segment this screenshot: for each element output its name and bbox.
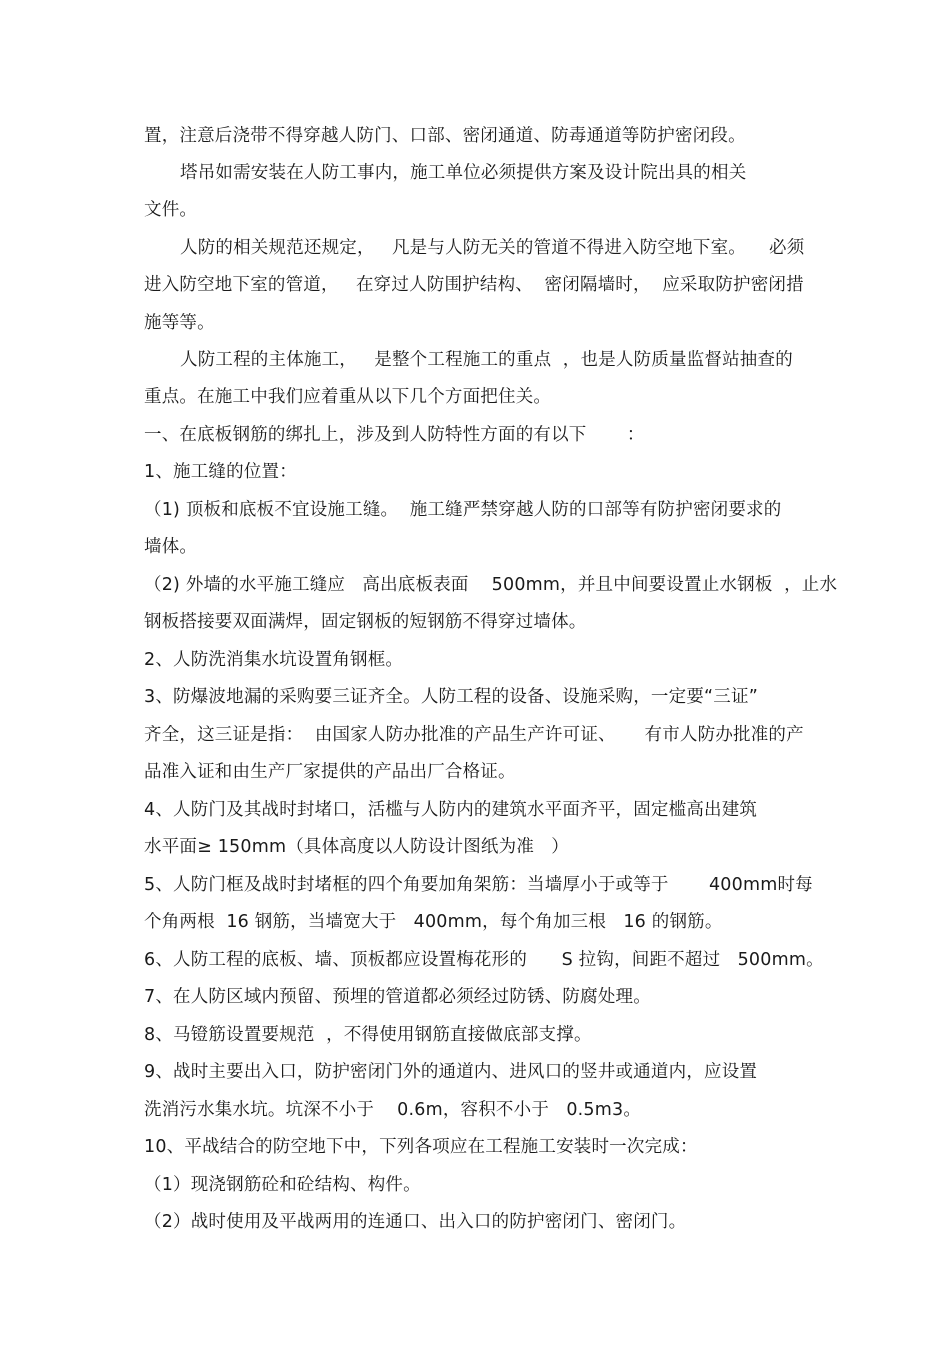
list-item: （2) 外墙的水平施工缝应 高出底板表面 500mm，并且中间要设置止水钢板 ，止水 [144,575,838,595]
text-line: 洗消污水集水坑。坑深不小于 0.6m，容积不小于 0.5m3。 [144,1100,642,1120]
text-line: 施等等。 [144,313,215,333]
text-line: 塔吊如需安装在人防工事内，施工单位必须提供方案及设计院出具的相关 [180,163,747,183]
text-line: 人防的相关规范还规定， 凡是与人防无关的管道不得进入防空地下室。 必须 [180,238,805,258]
text-line: 水平面≥ 150mm（具体高度以人防设计图纸为准 ） [144,837,570,857]
list-item: 9、战时主要出入口，防护密闭门外的通道内、进风口的竖井或通道内，应设置 [144,1062,758,1082]
text-line: 文件。 [144,200,198,220]
text-line: 人防工程的主体施工， 是整个工程施工的重点 ，也是人防质量监督站抽查的 [180,350,793,370]
text-line: 钢板搭接要双面满焊，固定钢板的短钢筋不得穿过墙体。 [144,612,587,632]
list-item: 1、施工缝的位置： [144,462,297,482]
list-item: 7、在人防区域内预留、预埋的管道都必须经过防锈、防腐处理。 [144,987,651,1007]
text-line: 进入防空地下室的管道， 在穿过人防围护结构、 密闭隔墙时， 应采取防护密闭措 [144,275,804,295]
text-line: 齐全，这三证是指： 由国家人防办批准的产品生产许可证、 有市人防办批准的产 [144,725,804,745]
text-line: 置，注意后浇带不得穿越人防门、口部、密闭通道、防毒通道等防护密闭段。 [144,126,746,146]
list-item: 5、人防门框及战时封堵框的四个角要加角架筋：当墙厚小于或等于 400mm时每 [144,875,813,895]
list-item: 8、马镫筋设置要规范 ，不得使用钢筋直接做底部支撑。 [144,1025,592,1045]
section-heading: 一、在底板钢筋的绑扎上，涉及到人防特性方面的有以下 ： [144,425,645,445]
list-item: 4、人防门及其战时封堵口，活槛与人防内的建筑水平面齐平，固定槛高出建筑 [144,800,758,820]
list-item: 10、平战结合的防空地下中，下列各项应在工程施工安装时一次完成： [144,1137,698,1157]
text-line: 品准入证和由生产厂家提供的产品出厂合格证。 [144,762,516,782]
list-item: （2）战时使用及平战两用的连通口、出入口的防护密闭门、密闭门。 [144,1212,687,1232]
list-item: 6、人防工程的底板、墙、顶板都应设置梅花形的 S 拉钩，间距不超过 500mm。 [144,950,824,970]
list-item: 3、防爆波地漏的采购要三证齐全。人防工程的设备、设施采购，一定要“三证” [144,687,758,707]
list-item: （1) 顶板和底板不宜设施工缝。 施工缝严禁穿越人防的口部等有防护密闭要求的 [144,500,782,520]
list-item: （1）现浇钢筋砼和砼结构、构件。 [144,1175,421,1195]
text-line: 个角两根 16 钢筋，当墙宽大于 400mm，每个角加三根 16 的钢筋。 [144,912,723,932]
list-item: 2、人防洗消集水坑设置角钢框。 [144,650,404,670]
text-line: 重点。在施工中我们应着重从以下几个方面把住关。 [144,387,552,407]
text-line: 墙体。 [144,537,198,557]
